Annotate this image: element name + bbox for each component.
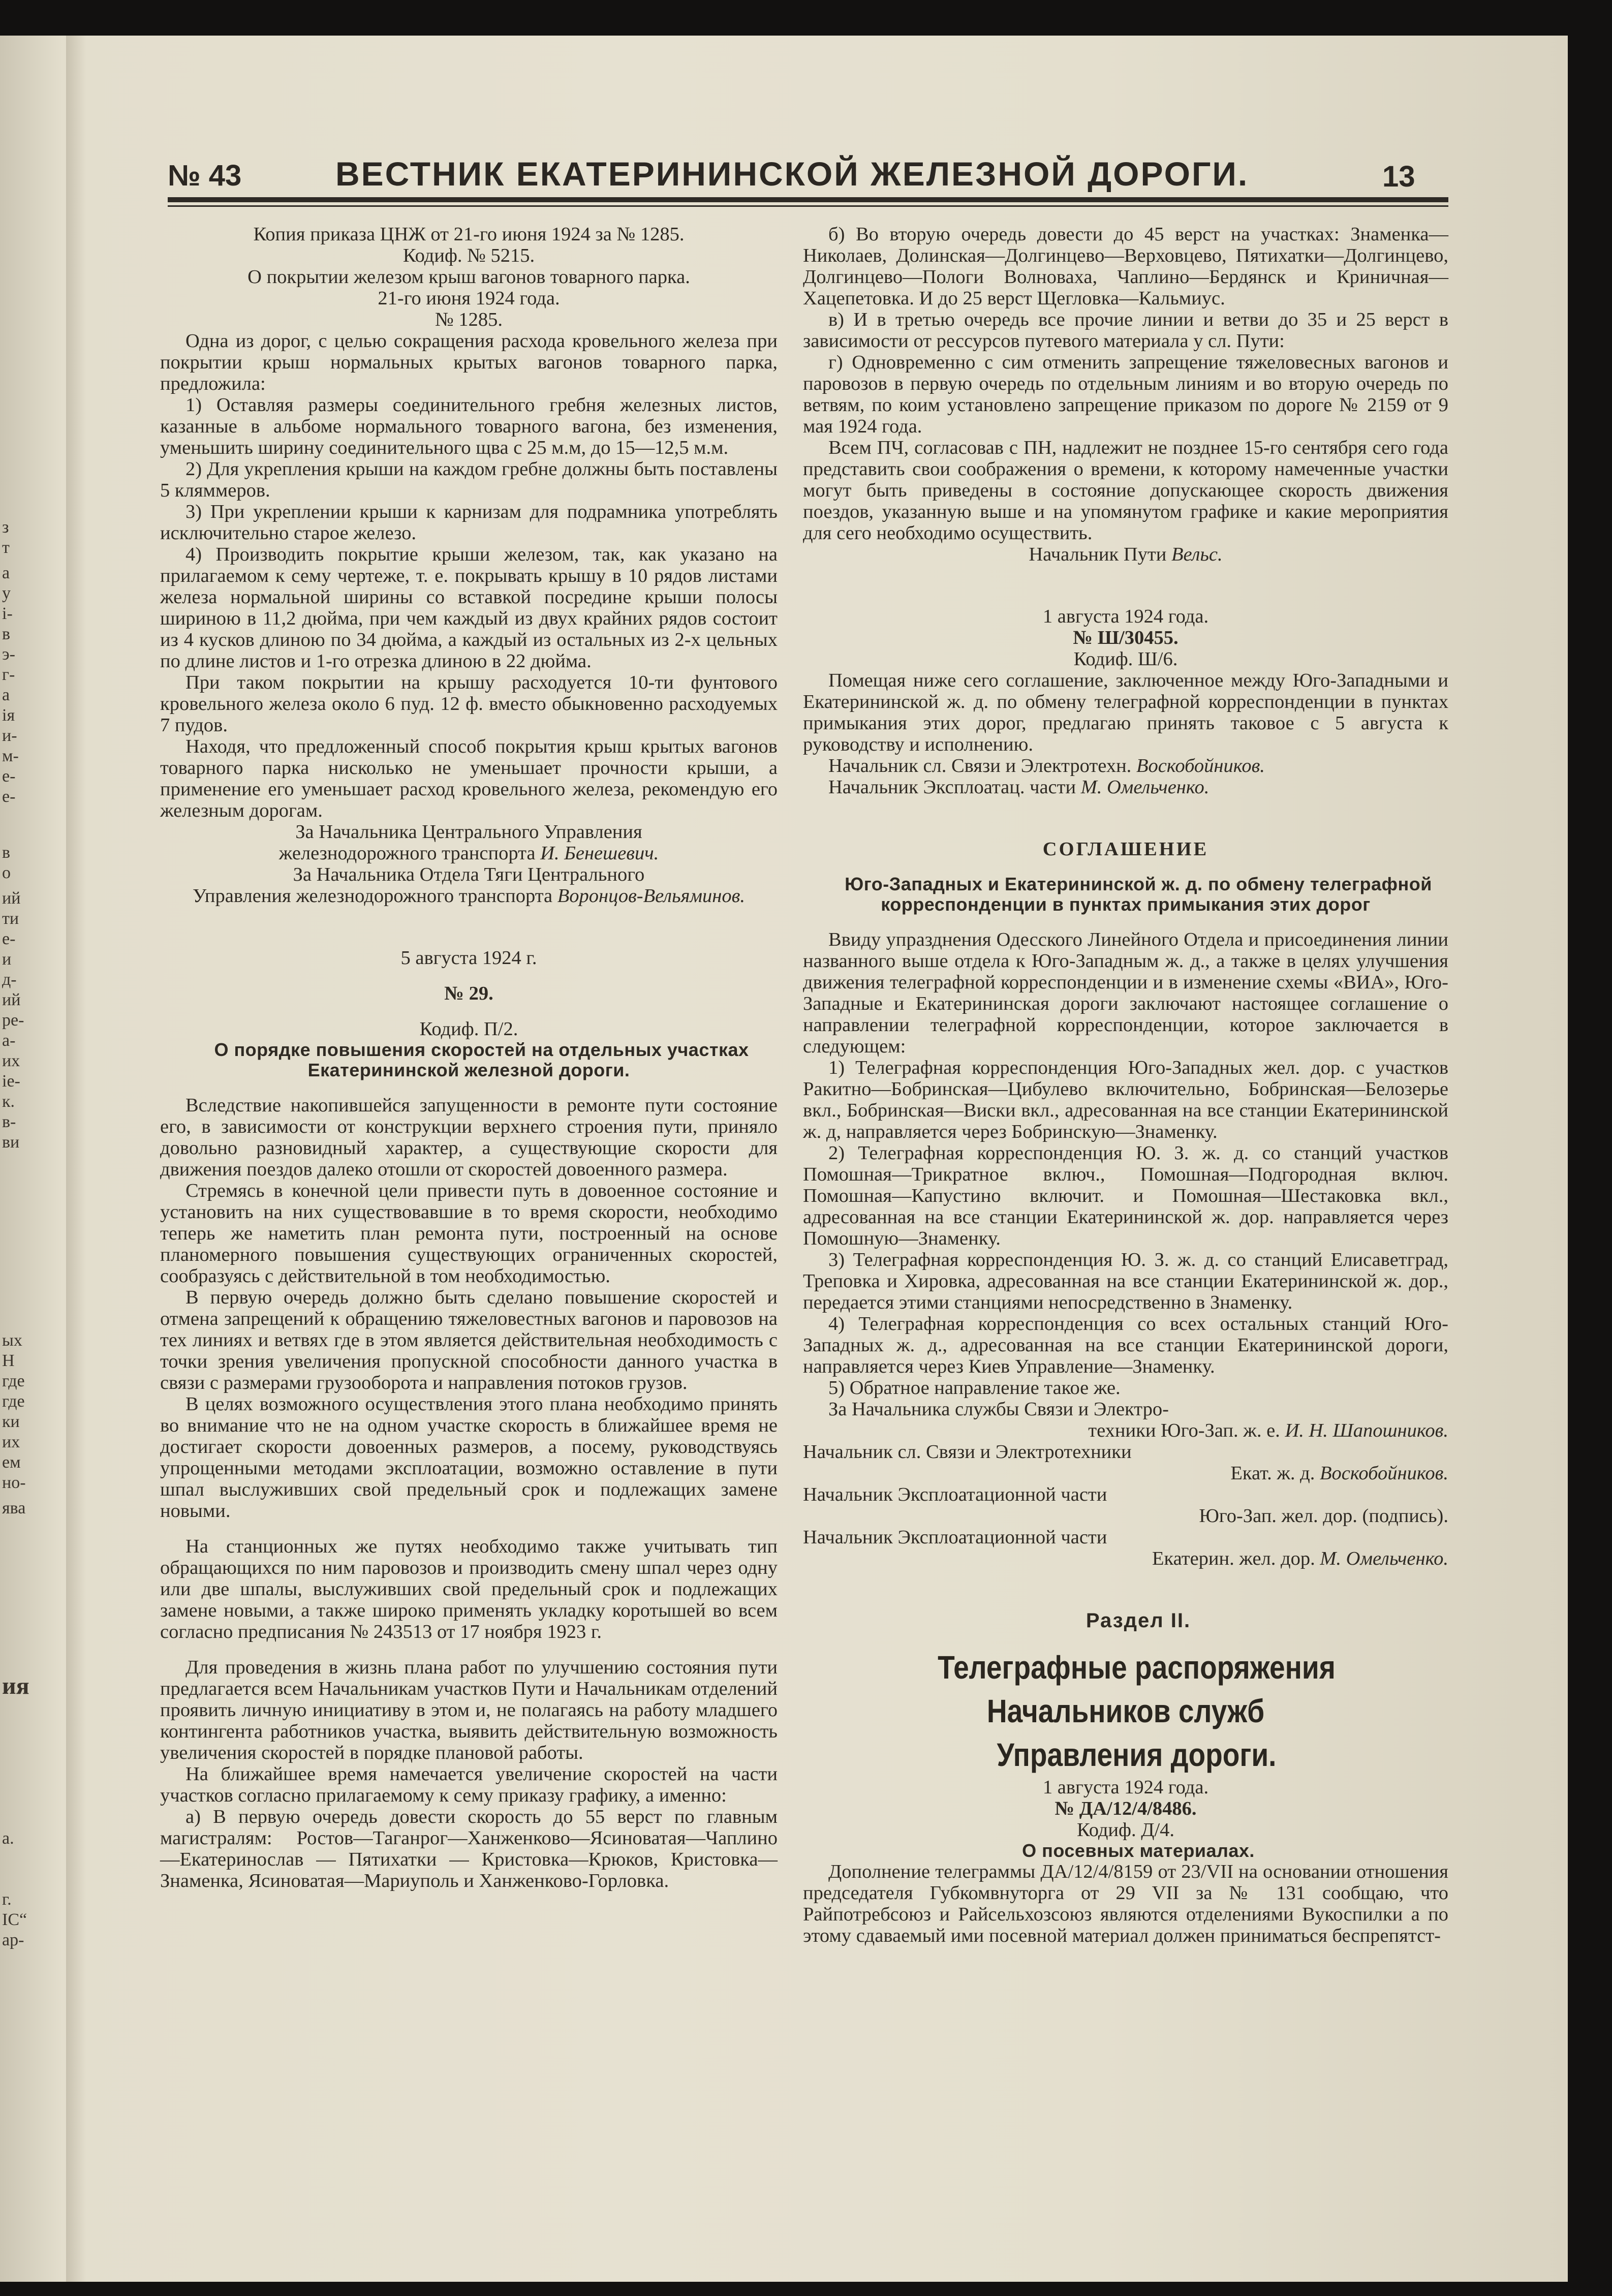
agreement-signature-2: Начальник сл. Связи и Электротехники bbox=[803, 1441, 1132, 1463]
order1-signature-2-line-b: Управления железнодорожного транспорта Воронцов-Вельяминов. bbox=[193, 885, 745, 907]
previous-page-fragment: ем bbox=[2, 1453, 21, 1472]
order4-paragraph: Дополнение телеграммы ДА/12/4/8159 от 23/VII на основании отношения председателя Губкомвнуторга от 29 VII за № 131 сообщаю, что Райпотребсоюз и Райсельхозсоюз являются отделениями Вукоспилки а по этому сдаваемый ими посевной материал должен приниматься беспрепятст- bbox=[803, 1861, 1448, 1946]
agreement-signature-2-name: Воскобойников. bbox=[1320, 1463, 1448, 1484]
agreement-signature-4-line-b: Екатерин. жел. дор. М. Омельченко. bbox=[1152, 1548, 1448, 1569]
previous-page-fragment: и bbox=[2, 950, 12, 969]
order1-paragraph: 3) При укреплении крыши к карнизам для подрамника употреблять исключительно старое железо. bbox=[160, 501, 778, 544]
order1-paragraph: 2) Для укрепления крыши на каждом гребне должны быть поставлены 5 кляммеров. bbox=[160, 458, 778, 501]
order1-codif: Кодиф. № 5215. bbox=[402, 245, 535, 266]
order4-subject: О посевных материалах. bbox=[1022, 1840, 1255, 1861]
previous-page-fragment: у bbox=[2, 584, 11, 603]
previous-page-fragment: но- bbox=[2, 1473, 26, 1492]
previous-page-fragment: т bbox=[2, 538, 10, 557]
previous-page-fragment: их bbox=[2, 1433, 20, 1451]
previous-page-fragment: их bbox=[2, 1051, 20, 1070]
previous-page-fragment: э- bbox=[2, 645, 15, 664]
right-column bbox=[803, 224, 1448, 1946]
page-number: 13 bbox=[1382, 160, 1415, 193]
left-column bbox=[160, 224, 778, 1891]
previous-page-fragment: і- bbox=[2, 604, 13, 623]
order2-continued-paragraph: б) Во вторую очередь довести до 45 верст на участках: Знаменка—Николаев, Долинская—Долгинцево—Верховцево, Пятихатки—Долгинцево, Долгинцево—Пологи Волноваха, Чаплино—Бердянск и Криничная—Хацепетовка. И до 25 верст Щегловка—Кальмиус. bbox=[803, 224, 1448, 309]
order3-signature-2-name: М. Омельченко. bbox=[1080, 777, 1210, 798]
previous-page-edge bbox=[0, 36, 30, 2282]
order3-signature-1: Начальник сл. Связи и Электротехн. Воскобойников. bbox=[828, 755, 1265, 777]
previous-page-fragment: к. bbox=[2, 1092, 15, 1111]
order1-title: Копия приказа ЦНЖ от 21-го июня 1924 за № 1285. bbox=[253, 224, 685, 245]
previous-page-fragment: д- bbox=[2, 970, 17, 989]
previous-page-fragment: г- bbox=[2, 665, 15, 684]
order1-paragraph: Одна из дорог, с целью сокращения расхода кровельного железа при покрытии крыш нормальных крытых вагонов товарного парка, предложила: bbox=[160, 330, 778, 394]
order4-codif: Кодиф. Д/4. bbox=[1076, 1819, 1175, 1841]
agreement-paragraph: Ввиду упразднения Одесского Линейного Отдела и присоединения линии названного выше отдела к Юго-Западным ж. д., а также в целях улучшения движения телеграфной корреспонденции и в изменение схемы «ВИА», Юго-Западные и Екатерининская дороги заключают настоящее соглашение о направлении телеграфной корреспонденции, которое заключается в следующем: bbox=[803, 929, 1448, 1057]
order2-paragraph: а) В первую очередь довести скорость до 55 верст по главным магистралям: Ростов—Таганрог—Ханженково—Ясиноватая—Чаплино—Екатеринослав — Пятихатки — Кристовка—Крюков, Кристовка—Знаменка, Ясиноватая—Мариуполь и Ханженково-Горловка. bbox=[160, 1806, 778, 1891]
order1-signature-1-line-b: железнодорожного транспорта И. Бенешевич. bbox=[278, 843, 659, 864]
masthead-rule-thick bbox=[168, 197, 1448, 202]
previous-page-fragment: а- bbox=[2, 1031, 16, 1050]
previous-page-fragment: где bbox=[2, 1392, 25, 1411]
order2-heading: О порядке повышения скоростей на отдельных участках Екатерининской железной дороги. bbox=[214, 1039, 749, 1080]
agreement-paragraph: 5) Обратное направление такое же. bbox=[828, 1377, 1121, 1399]
previous-page-fragment: ви bbox=[2, 1133, 20, 1152]
previous-page-fragment: а bbox=[2, 686, 10, 704]
masthead bbox=[168, 117, 1448, 208]
previous-page-fragment: е- bbox=[2, 929, 16, 948]
newspaper-title: ВЕСТНИК ЕКАТЕРИНИНСКОЙ ЖЕЛЕЗНОЙ ДОРОГИ. bbox=[335, 155, 1249, 193]
previous-page-fragment: ки bbox=[2, 1412, 20, 1431]
previous-page-fragment: а. bbox=[2, 1829, 14, 1848]
previous-page-fragment: ява bbox=[2, 1499, 26, 1517]
agreement-subtitle: Юго-Западных и Екатерининской ж. д. по обмену телеграфной корреспонденции в пунктах примыкания этих дорог bbox=[845, 874, 1432, 915]
previous-page-fragment: ий bbox=[2, 889, 21, 908]
previous-page-fragment: е- bbox=[2, 787, 16, 806]
previous-page-fragment: з bbox=[2, 518, 9, 537]
section-title-line-2: Управления дороги. bbox=[997, 1736, 1277, 1773]
previous-page-fragment: в bbox=[2, 843, 11, 862]
previous-page-fragment: е- bbox=[2, 767, 16, 786]
masthead-rule-thin bbox=[168, 205, 1448, 207]
order2-paragraph: В первую очередь должно быть сделано повышение скоростей и отмена запрещений к обращению тяжеловестных вагонов и паровозов на тех линиях и ветвях где в этом является действительная необходимость с точки зрения увеличения пропускной способности данного участка в связи с размерами грузооборота и направления потоков грузов. bbox=[160, 1287, 778, 1393]
previous-page-fragment: іе- bbox=[2, 1072, 20, 1091]
previous-page-fragment: ти bbox=[2, 909, 19, 928]
previous-page-fragment: в- bbox=[2, 1112, 16, 1131]
order1-paragraph: 4) Производить покрытие крыши железом, так, как указано на прилагаемом к сему чертеже, т. е. покрывать крышу в 10 рядов листами железа нормальной ширины со вставкой посредине крыши полосы шириною в 11,2 дюйма, при чем каждый из двух крайних рядов состоит из 4 кусков длиною по 34 дюйма, а каждый из остальных из 2-х цельных по длине листов и 1-го отрезка длиною в 22 дюйма. bbox=[160, 544, 778, 672]
agreement-paragraph: 1) Телеграфная корреспонденция Юго-Западных жел. дор. с участков Ракитно—Бобринская—Цибулево включительно, Бобринская—Белозерье вкл., Бобринская—Виски вкл., адресованная на все станции Екатерининской ж. д, направляется через Бобринскую—Знаменку. bbox=[803, 1057, 1448, 1142]
agreement-signature-1-line-b: техники Юго-Зап. ж. е. И. Н. Шапошников. bbox=[1088, 1420, 1448, 1441]
previous-page-fragment: в bbox=[2, 625, 11, 643]
order3-codif: Кодиф. Ш/6. bbox=[1073, 648, 1178, 670]
agreement-title: СОГЛАШЕНИЕ bbox=[1042, 839, 1209, 860]
agreement-signature-1: За Начальника службы Связи и Электро- bbox=[828, 1399, 1169, 1420]
order4-date: 1 августа 1924 года. bbox=[1042, 1777, 1209, 1798]
order4-number: № ДА/12/4/8486. bbox=[1055, 1798, 1197, 1819]
previous-page-fragment: ія bbox=[2, 706, 15, 725]
previous-page-fragment: ар- bbox=[2, 1931, 24, 1949]
order2-number: № 29. bbox=[444, 983, 493, 1004]
previous-page-fragment: Н bbox=[2, 1351, 15, 1370]
order1-signature-1-name: И. Бенешевич. bbox=[540, 843, 659, 864]
order1-paragraph: Находя, что предложенный способ покрытия крыш крытых вагонов товарного парка нисколько не уменьшает прочности крыши, а применение его уменьшает расход кровельного железа, рекомендую его железным дорогам. bbox=[160, 736, 778, 821]
order2-date: 5 августа 1924 г. bbox=[400, 947, 537, 969]
order2-paragraph: Вследствие накопившейся запущенности в ремонте пути состояние его, в зависимости от конструкции верхнего строения пути, приняло довольно разновидный характер, а существующие скорости для движения поездов далеко отошли от скоростей довоенного размера. bbox=[160, 1095, 778, 1180]
agreement-paragraph: 4) Телеграфная корреспонденция со всех остальных станций Юго-Западных ж. д., адресованная на все станции Екатерининской дороги, направляется через Киев Управление—Знаменку. bbox=[803, 1313, 1448, 1377]
previous-page-fragment: где bbox=[2, 1372, 25, 1390]
agreement-signature-3-line-b: Юго-Зап. жел. дор. (подпись). bbox=[1199, 1505, 1448, 1527]
issue-number: № 43 bbox=[168, 159, 242, 192]
order2-continued-paragraph: в) И в третью очередь все прочие линии и ветви до 35 и 25 верст в зависимости от рессурсов путевого материала у сл. Пути: bbox=[803, 309, 1448, 352]
order1-number: № 1285. bbox=[435, 309, 503, 330]
agreement-signature-3: Начальник Эксплоатационной части bbox=[803, 1484, 1107, 1505]
agreement-signature-1-name: И. Н. Шапошников. bbox=[1285, 1420, 1448, 1441]
section-title-line-1: Телеграфные распоряжения Начальников служб bbox=[938, 1649, 1336, 1729]
agreement-paragraph: 2) Телеграфная корреспонденция Ю. З. ж. д. со станций участков Помошная—Трикратное включ., Помошная—Подгородная включ. Помошная—Капустино включит. и Помошная—Шестаковка вкл., адресованная на все станции Екатерининской ж. дор. направляется через Помошную—Знаменку. bbox=[803, 1142, 1448, 1249]
newspaper-page bbox=[0, 36, 1568, 2282]
agreement-signature-4-name: М. Омельченко. bbox=[1320, 1548, 1448, 1569]
order3-date: 1 августа 1924 года. bbox=[1042, 606, 1209, 627]
previous-page-fragment: и- bbox=[2, 726, 17, 745]
previous-page-fragment: о bbox=[2, 863, 11, 882]
order2-paragraph: Стремясь в конечной цели привести путь в довоенное состояние и установить на них существовавшие в то время скорости, необходимо теперь же наметить план ремонта пути, построенный на основе планомерного повышения существующих ограниченных скоростей, сообразуясь с действительной в том необходимостью. bbox=[160, 1180, 778, 1287]
section-label: Раздел II. bbox=[1086, 1609, 1191, 1632]
order2-continued-paragraph: Всем ПЧ, согласовав с ПН, надлежит не позднее 15-го сентября сего года представить свои соображения о времени, к которому намеченные участки могут быть приведены в состояние допускающее скорость движения поездов, указанную выше и на упомянутом графике и какие мероприятия для сего необходимо осуществить. bbox=[803, 437, 1448, 544]
order1-signature-2-name: Воронцов-Вельяминов. bbox=[557, 885, 745, 907]
order1-paragraph: 1) Оставляя размеры соединительного гребня железных листов, казанные в альбоме нормального товарного вагона, без изменения, уменьшить ширину соединительного щва с 25 м.м, до 15—12,5 м.м. bbox=[160, 394, 778, 458]
order2-paragraph: Для проведения в жизнь плана работ по улучшению состояния пути предлагается всем Начальникам участков Пути и Начальникам отделений проявить личную инициативу в этом и, не полагаясь на работу младшего контингента работников участка, выявить действительную возможность увеличения скоростей в порядке плановой работы. bbox=[160, 1657, 778, 1763]
order3-signature-1-name: Воскобойников. bbox=[1136, 755, 1265, 777]
previous-page-fragment: ре- bbox=[2, 1011, 24, 1030]
previous-page-fragment: г. bbox=[2, 1890, 12, 1909]
order3-signature-2: Начальник Эксплоатац. части М. Омельченко. bbox=[828, 777, 1210, 798]
page-fold-shadow bbox=[66, 36, 86, 2282]
order1-subject: О покрытии железом крыш вагонов товарного парка. bbox=[247, 266, 690, 288]
agreement-paragraph: 3) Телеграфная корреспонденция Ю. З. ж. д. со станций Елисаветград, Треповка и Хировка, адресованная на все станции Екатерининской ж. дор., передается этими станциями непосредственно в Знаменку. bbox=[803, 1249, 1448, 1313]
order3-paragraph: Помещая ниже сего соглашение, заключенное между Юго-Западными и Екатерининской ж. д. по обмену телеграфной корреспонденции в пунктах примыкания этих дорог, предлагаю принять таковое с 5 августа к руководству и исполнению. bbox=[803, 670, 1448, 755]
agreement-signature-2-line-b: Екат. ж. д. Воскобойников. bbox=[1230, 1463, 1448, 1484]
order2-paragraph: На станционных же путях необходимо также учитывать тип обращающихся по ним паровозов и производить смену шпал через одну или две шпалы, выслуживших свой предельный срок и подлежащих замене новыми, а также широко применять укладку коротышей во всем согласно предписания № 243513 от 17 ноября 1923 г. bbox=[160, 1536, 778, 1642]
previous-page-fragment: IС“ bbox=[2, 1910, 27, 1929]
order1-paragraph: При таком покрытии на крышу расходуется 10-ти фунтового кровельного железа около 6 пуд. 12 ф. вместо обыкновенно расходуемых 7 пудов. bbox=[160, 672, 778, 736]
order2-signature-name: Вельс. bbox=[1171, 544, 1223, 565]
previous-page-fragment: ых bbox=[2, 1331, 22, 1350]
previous-page-fragment: ий bbox=[2, 990, 21, 1009]
order1-signature-1-line-a: За Начальника Центрального Управления bbox=[295, 821, 642, 843]
order2-paragraph: На ближайшее время намечается увеличение скоростей на части участков согласно прилагаемому к сему приказу графику, а именно: bbox=[160, 1763, 778, 1806]
order2-paragraph: В целях возможного осуществления этого плана необходимо принять во внимание что не на одном участке скорость в ближайшее время не достигает скорости довоенных размеров, а посему, руководствуясь упрощенными методами эксплоатации, возможно оставление в пути шпал выслуживших свой предельный срок и подлежащих замене новыми. bbox=[160, 1393, 778, 1522]
previous-page-fragment: а bbox=[2, 564, 10, 582]
order2-codif: Кодиф. П/2. bbox=[419, 1018, 518, 1040]
agreement-signature-4: Начальник Эксплоатационной части bbox=[803, 1527, 1107, 1548]
order3-number: № Ш/30455. bbox=[1073, 627, 1179, 648]
previous-page-fragment: ия bbox=[2, 1672, 29, 1699]
order2-continued-paragraph: г) Одновременно с сим отменить запрещение тяжеловесных вагонов и паровозов в первую очередь по отдельным линиям и во вторую очередь по ветвям, по коим установлено запрещение приказом по дороге № 2159 от 9 мая 1924 года. bbox=[803, 352, 1448, 437]
previous-page-fragment: м- bbox=[2, 747, 19, 765]
order1-date: 21-го июня 1924 года. bbox=[378, 288, 560, 309]
order1-signature-2-line-a: За Начальника Отдела Тяги Центрального bbox=[293, 864, 645, 885]
order2-signature: Начальник Пути Вельс. bbox=[1029, 544, 1223, 565]
